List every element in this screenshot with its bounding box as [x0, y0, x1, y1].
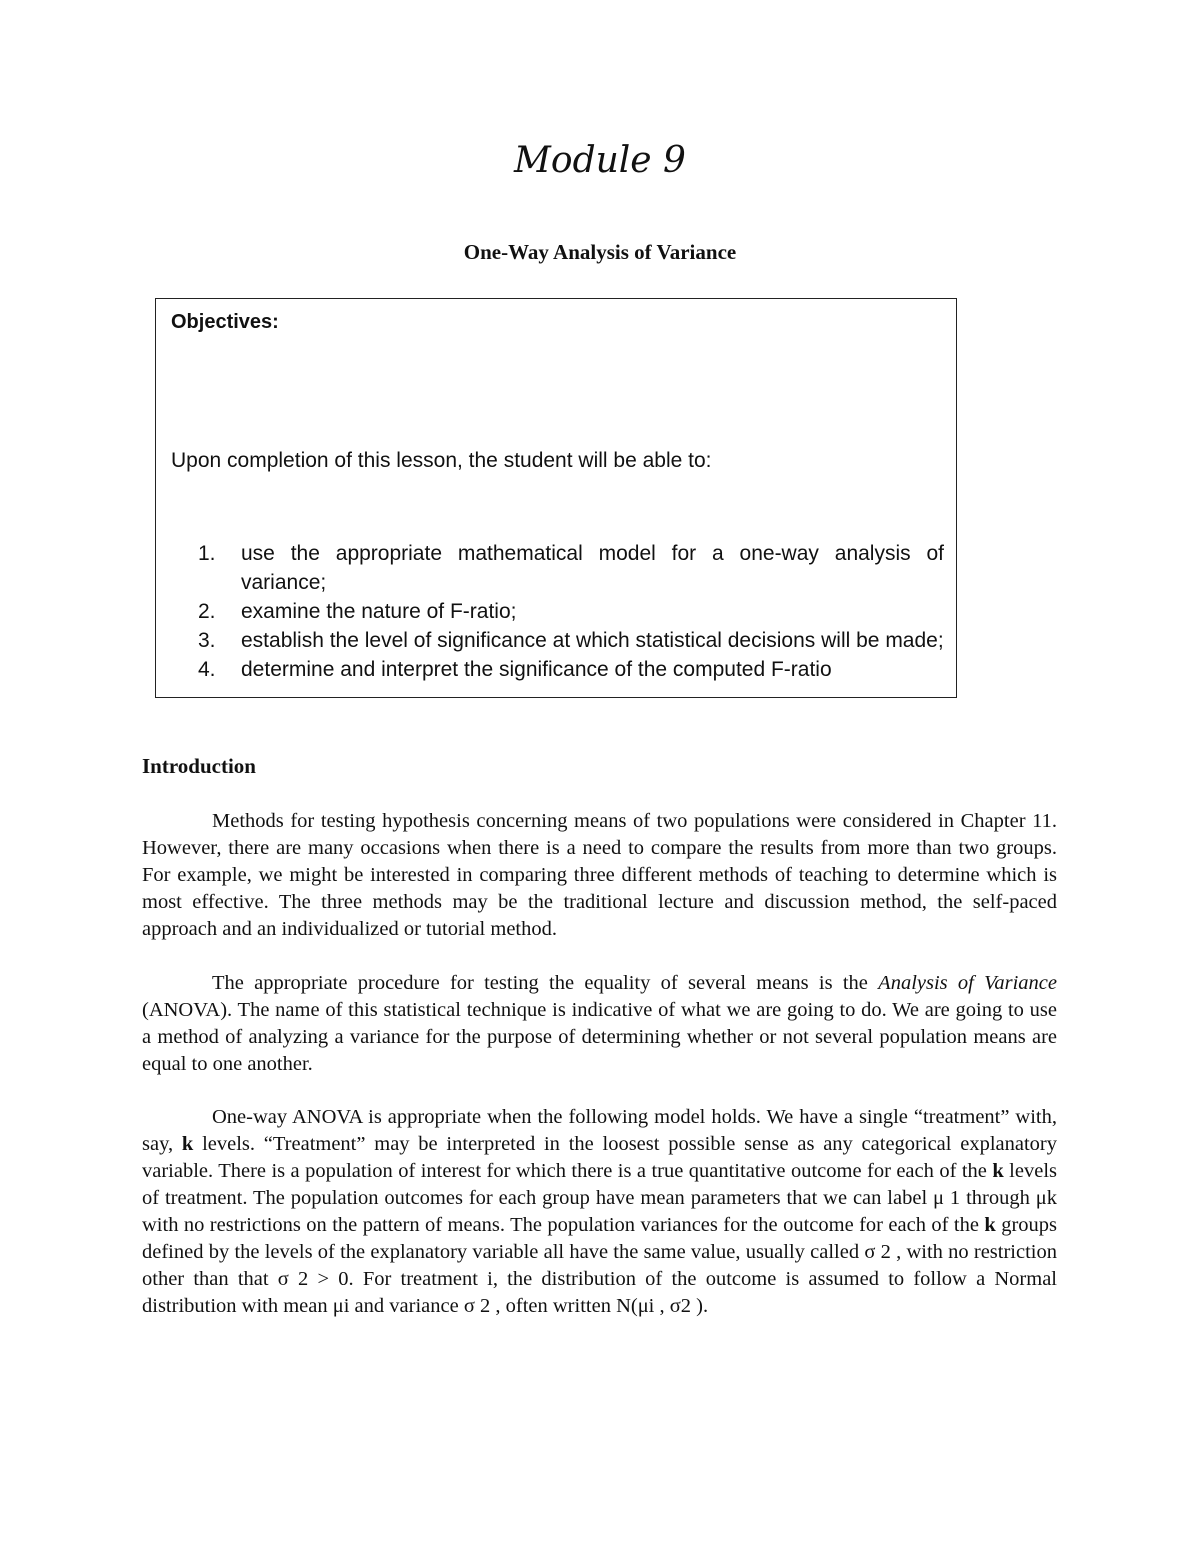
p3-k-symbol: k: [992, 1160, 1004, 1182]
objectives-box: [155, 298, 957, 698]
intro-paragraph-3: [142, 1104, 1057, 1320]
intro-paragraph-2: [142, 970, 1057, 1078]
p3-k-symbol: k: [181, 1133, 194, 1155]
objective-text: examine the nature of F-ratio;: [241, 600, 517, 623]
objective-number: 2.: [198, 600, 216, 623]
module-subtitle: One-Way Analysis of Variance: [463, 240, 737, 264]
objectives-intro: Upon completion of this lesson, the student will be able to:: [171, 449, 712, 472]
objective-item: [198, 626, 944, 655]
objectives-list: [198, 539, 944, 684]
p2-text-start: The appropriate procedure for testing the equality of several means is the: [212, 972, 879, 994]
objective-text: use the appropriate mathematical model for a one-way analysis of variance;: [241, 542, 944, 594]
p3-k-symbol: k: [984, 1214, 996, 1236]
objective-number: 3.: [198, 629, 216, 652]
p2-term-anova: Analysis of Variance: [878, 972, 1057, 994]
objective-number: 1.: [198, 542, 216, 565]
objective-text: establish the level of significance at which statistical decisions will be made;: [241, 629, 944, 652]
objectives-heading: Objectives:: [171, 311, 279, 333]
objective-item: [198, 597, 944, 626]
p3-text-a: One-way ANOVA is appropriate when the following model holds. We have a single “treatment” with, say,: [142, 1106, 1057, 1155]
p3-text-d: groups defined by the levels of the explanatory variable all have the same value, usually called σ 2 , with no restriction other than that σ 2 > 0. For treatment i, the distribution of the outcome is assumed to follow a Normal distribution with mean μi and variance σ 2 , often written N(μi , σ2 ).: [142, 1214, 1057, 1317]
objective-item: [198, 655, 944, 684]
objective-text: determine and interpret the significance of the computed F-ratio: [241, 658, 832, 681]
module-title: Module 9: [514, 140, 686, 181]
p2-text-rest: (ANOVA). The name of this statistical technique is indicative of what we are going to do. We are going to use a method of analyzing a variance for the purpose of determining whether or not several population means are equal to one another.: [142, 999, 1057, 1075]
objective-number: 4.: [198, 658, 216, 681]
intro-paragraph-1: Methods for testing hypothesis concerning means of two populations were considered in Chapter 11. However, there are many occasions when there is a need to compare the results from more than two groups. For example, we might be interested in comparing three different methods of teaching to determine which is most effective. The three methods may be the traditional lecture and discussion method, the self-paced approach and an individualized or tutorial method.: [142, 810, 1057, 940]
p3-text-c: levels of treatment. The population outcomes for each group have mean parameters that we can label μ 1 through μk with no restrictions on the pattern of means. The population variances for the outcome for each of the: [142, 1160, 1057, 1236]
introduction-heading: Introduction: [142, 754, 256, 778]
objective-item: [198, 539, 944, 597]
p3-text-b: levels. “Treatment” may be interpreted in the loosest possible sense as any categorical explanatory variable. There is a population of interest for which there is a true quantitative outcome for each of the: [142, 1133, 1057, 1182]
